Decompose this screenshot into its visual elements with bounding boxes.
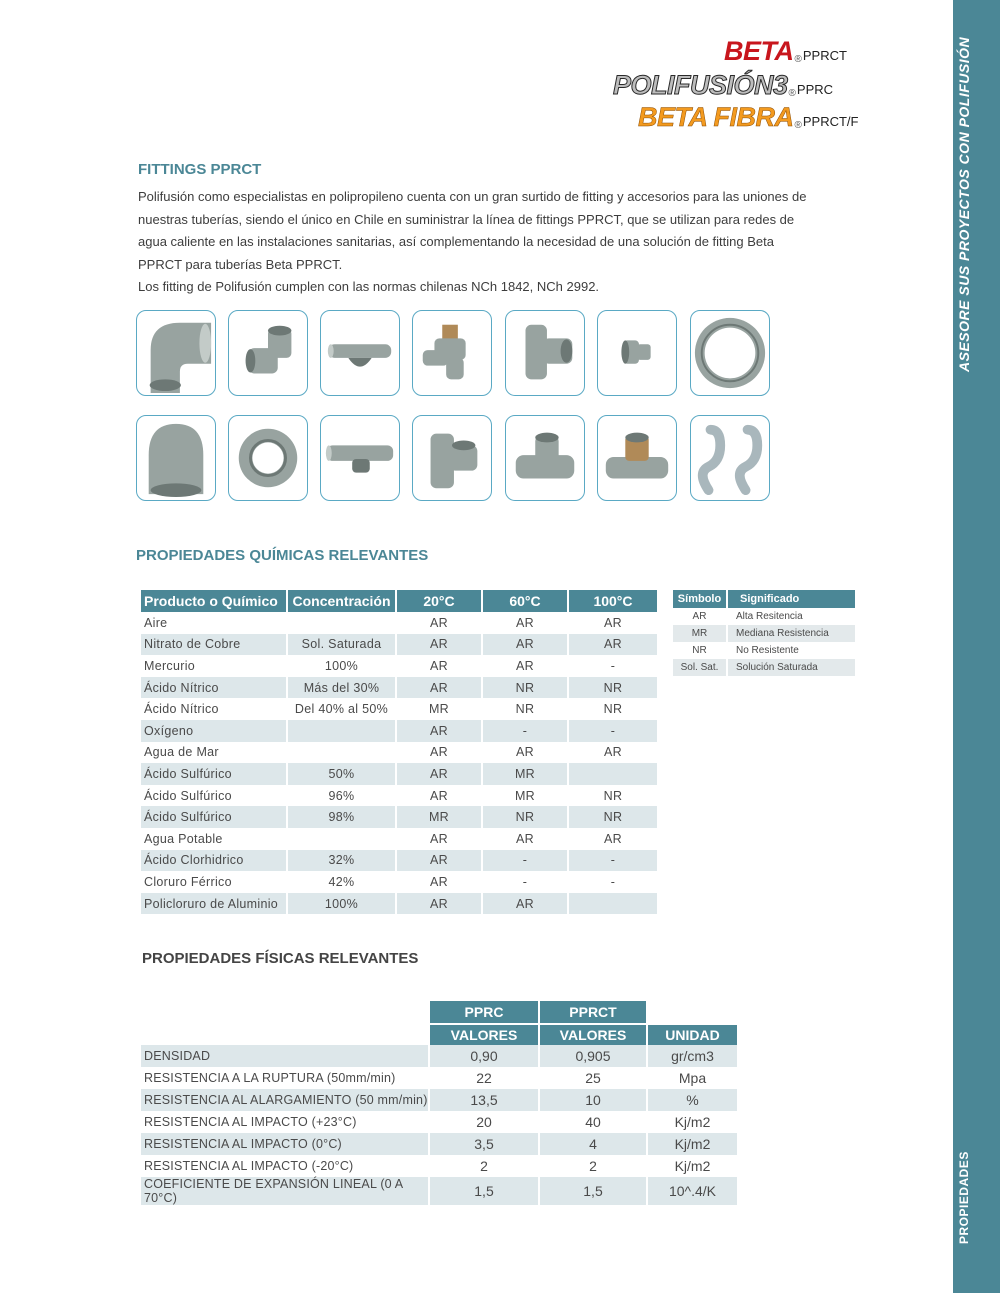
table-cell: AR [604, 831, 622, 846]
table-cell: AR [483, 893, 569, 915]
table-cell [288, 612, 397, 634]
physical-row [141, 1111, 737, 1133]
table-cell: 100% [288, 655, 397, 677]
table-cell: gr/cm3 [648, 1045, 737, 1067]
table-cell: Más del 30% [288, 677, 397, 699]
chemical-row [141, 893, 657, 915]
table-cell: Del 40% al 50% [288, 698, 397, 720]
physical-row [141, 1045, 737, 1067]
table-cell: 1,5 [540, 1177, 648, 1205]
table-cell: Agua Potable [141, 828, 288, 850]
table-cell: AR [483, 828, 569, 850]
col-header: 20°C [397, 590, 483, 612]
table-cell: - [610, 658, 616, 673]
table-cell: 1,5 [430, 1177, 540, 1205]
table-cell [569, 763, 657, 785]
table-cell: Mercurio [141, 655, 288, 677]
chemical-header-row [141, 590, 657, 612]
table-cell: AR [397, 655, 483, 677]
table-cell: AR [397, 634, 483, 656]
table-cell: RESISTENCIA AL ALARGAMIENTO (50 mm/min) [141, 1089, 430, 1111]
table-cell: 25 [540, 1067, 648, 1089]
brand-beta-fibra: BETA FIBRA®PPRCT/F [638, 102, 859, 132]
table-cell: AR [483, 742, 569, 764]
table-cell: 20 [430, 1111, 540, 1133]
table-cell: Ácido Sulfúrico [141, 763, 288, 785]
table-cell: AR [397, 742, 483, 764]
table-cell: AR [604, 615, 622, 630]
fittings-heading: FITTINGS PPRCT [138, 161, 262, 178]
fitting-image-tee [412, 415, 492, 501]
chemical-row [141, 720, 657, 742]
legend-row [673, 659, 855, 676]
table-cell: AR [397, 871, 483, 893]
brand-beta-fibra-suffix: PPRCT/F [802, 114, 859, 129]
col-header: Concentración [288, 590, 397, 612]
table-cell: Ácido Nítrico [141, 677, 288, 699]
legend-cell: Sol. Sat. [673, 659, 728, 676]
legend-cell: No Resistente [736, 645, 799, 656]
chemical-row [141, 612, 657, 634]
table-cell: NR [483, 806, 569, 828]
table-cell: 40 [540, 1111, 648, 1133]
chemical-row [141, 850, 657, 872]
table-cell: - [483, 871, 569, 893]
legend-header: Símbolo [673, 590, 728, 608]
table-cell: 32% [288, 850, 397, 872]
table-cell: NR [569, 806, 657, 828]
intro-paragraph: Los fitting de Polifusión cumplen con las normas chilenas NCh 1842, NCh 2992. [138, 279, 600, 294]
fitting-image-end-cap [136, 415, 216, 501]
legend-cell: Mediana Resistencia [728, 625, 855, 642]
legend-header-row [673, 590, 855, 608]
table-cell: AR [397, 677, 483, 699]
col-subheader: VALORES [540, 1023, 648, 1045]
legend-cell: Alta Resitencia [736, 611, 803, 622]
chemical-row [141, 677, 657, 699]
fitting-image-tee-socket [505, 415, 585, 501]
table-cell: Ácido Clorhidrico [141, 850, 288, 872]
fitting-image-elbow-90 [136, 310, 216, 396]
fitting-image-socket-reducer [597, 310, 677, 396]
table-cell: 2 [430, 1155, 540, 1177]
col-header: PPRC [430, 1001, 540, 1023]
brand-beta-suffix: PPRCT [802, 48, 847, 63]
table-cell: Ácido Sulfúrico [141, 785, 288, 807]
table-cell: 4 [540, 1133, 648, 1155]
fitting-image-tee-long [320, 415, 400, 501]
physical-header-row [141, 1001, 737, 1023]
chemical-row [141, 742, 657, 764]
table-cell: AR [397, 785, 483, 807]
table-cell: RESISTENCIA A LA RUPTURA (50mm/min) [141, 1067, 430, 1089]
col-subheader: VALORES [430, 1023, 540, 1045]
table-cell: 42% [288, 871, 397, 893]
table-cell: Ácido Nítrico [141, 698, 288, 720]
table-cell: 2 [540, 1155, 648, 1177]
table-cell: - [610, 874, 616, 889]
chemical-row [141, 634, 657, 656]
chemical-row [141, 806, 657, 828]
table-cell: AR [397, 893, 483, 915]
table-cell [288, 720, 397, 742]
legend-cell: Solución Saturada [728, 659, 855, 676]
physical-table [141, 1001, 737, 1205]
chemical-row [141, 785, 657, 807]
table-cell: 96% [288, 785, 397, 807]
table-cell: COEFICIENTE DE EXPANSIÓN LINEAL (0 A 70°C) [141, 1177, 430, 1205]
table-cell: Cloruro Férrico [141, 871, 288, 893]
table-cell: NR [483, 677, 569, 699]
table-cell: 100% [288, 893, 397, 915]
chemical-row [141, 763, 657, 785]
chemical-row [141, 871, 657, 893]
table-cell: 3,5 [430, 1133, 540, 1155]
legend-table [673, 590, 855, 676]
fitting-image-crossover-bend [690, 415, 770, 501]
table-cell: MR [397, 806, 483, 828]
table-cell: DENSIDAD [141, 1045, 430, 1067]
sidebar-section-label: PROPIEDADES [957, 1151, 971, 1244]
table-cell: 10 [540, 1089, 648, 1111]
fitting-image-elbow-threaded [228, 310, 308, 396]
table-cell: 22 [430, 1067, 540, 1089]
table-cell: RESISTENCIA AL IMPACTO (+23°C) [141, 1111, 430, 1133]
table-cell: AR [397, 850, 483, 872]
table-cell: 13,5 [430, 1089, 540, 1111]
table-cell: MR [483, 785, 569, 807]
sidebar-slogan: ASESORE SUS PROYECTOS CON POLIFUSIÓN [956, 36, 972, 372]
brand-polifusion: POLIFUSIÓN3®PPRC [613, 70, 834, 100]
col-header: 100°C [569, 590, 657, 612]
legend-cell: MR [673, 625, 728, 642]
table-cell: Kj/m2 [648, 1133, 737, 1155]
fitting-image-tee-saddle [320, 310, 400, 396]
legend-row [673, 625, 855, 642]
table-cell: Aire [141, 612, 288, 634]
table-cell [288, 828, 397, 850]
table-cell: Oxígeno [141, 720, 288, 742]
brand-polifusion-suffix: PPRC [796, 82, 834, 97]
brand-beta-fibra-name: BETA FIBRA [638, 102, 794, 132]
table-cell: 50% [288, 763, 397, 785]
table-cell: AR [483, 655, 569, 677]
physical-row [141, 1133, 737, 1155]
brand-beta: BETA®PPRCT [724, 36, 847, 66]
table-cell: AR [397, 612, 483, 634]
fitting-image-threaded-adapter [412, 310, 492, 396]
physical-row [141, 1089, 737, 1111]
chemical-row [141, 698, 657, 720]
table-cell: NR [603, 788, 623, 803]
table-cell: - [569, 850, 657, 872]
table-cell: Kj/m2 [674, 1158, 711, 1174]
physical-heading: PROPIEDADES FÍSICAS RELEVANTES [142, 950, 419, 967]
table-cell: - [483, 720, 569, 742]
table-cell: - [483, 850, 569, 872]
table-cell [288, 742, 397, 764]
table-cell: MR [483, 763, 569, 785]
table-cell: AR [397, 720, 483, 742]
col-header: PPRCT [540, 1001, 648, 1023]
fitting-image-tee-threaded [597, 415, 677, 501]
table-cell: Kj/m2 [674, 1114, 711, 1130]
table-cell: AR [397, 828, 483, 850]
table-cell: AR [569, 634, 657, 656]
table-cell: Nitrato de Cobre [141, 634, 288, 656]
intro-paragraph: Polifusión como especialistas en polipropileno cuenta con un gran surtido de fitting y accesorios para las uniones de nuestras tuberías, siendo el único en Chile en suministrar la línea de fittings PPRCT, que se utilizan para redes de agua caliente en las instalaciones sanitarias, así complementando la necesidad de una solución de fitting Beta PPRCT para tuberías Beta PPRCT. [138, 189, 807, 272]
table-cell: MR [397, 698, 483, 720]
table-cell: NR [603, 702, 623, 717]
fittings-intro [138, 186, 818, 299]
table-cell: RESISTENCIA AL IMPACTO (0°C) [141, 1133, 430, 1155]
col-header: 60°C [483, 590, 569, 612]
table-cell: Mpa [678, 1070, 707, 1086]
table-cell [569, 893, 657, 915]
physical-row [141, 1155, 737, 1177]
fitting-image-reducer-ring [228, 415, 308, 501]
table-cell: AR [604, 745, 622, 760]
chemical-heading: PROPIEDADES QUÍMICAS RELEVANTES [136, 547, 429, 564]
chemical-row [141, 828, 657, 850]
physical-subheader-row [141, 1023, 737, 1045]
brand-polifusion-name: POLIFUSIÓN3 [613, 70, 788, 100]
table-cell: Policloruro de Aluminio [141, 893, 288, 915]
table-cell: Ácido Sulfúrico [141, 806, 288, 828]
table-cell: Agua de Mar [141, 742, 288, 764]
table-cell: 10^.4/K [648, 1177, 737, 1205]
fitting-image-coupling-ring [690, 310, 770, 396]
table-cell: 98% [288, 806, 397, 828]
physical-row [141, 1067, 737, 1089]
table-cell: AR [483, 612, 569, 634]
table-cell: RESISTENCIA AL IMPACTO (-20°C) [141, 1155, 430, 1177]
legend-header: Significado [728, 590, 855, 608]
table-cell: NR [569, 677, 657, 699]
table-cell: AR [397, 763, 483, 785]
fitting-image-tee-short [505, 310, 585, 396]
table-cell: % [648, 1089, 737, 1111]
brand-beta-name: BETA [724, 36, 794, 66]
chemical-table [141, 590, 657, 914]
table-cell: AR [483, 634, 569, 656]
table-cell: 0,90 [430, 1045, 540, 1067]
legend-cell: NR [673, 642, 728, 659]
table-cell: 0,905 [540, 1045, 648, 1067]
col-subheader: UNIDAD [648, 1023, 737, 1045]
legend-cell: AR [673, 608, 728, 625]
legend-row [673, 642, 855, 659]
table-cell: NR [483, 698, 569, 720]
table-cell: Sol. Saturada [288, 634, 397, 656]
table-cell: - [569, 720, 657, 742]
col-header: Producto o Químico [141, 590, 288, 612]
legend-row [673, 608, 855, 625]
chemical-row [141, 655, 657, 677]
physical-row [141, 1177, 737, 1205]
